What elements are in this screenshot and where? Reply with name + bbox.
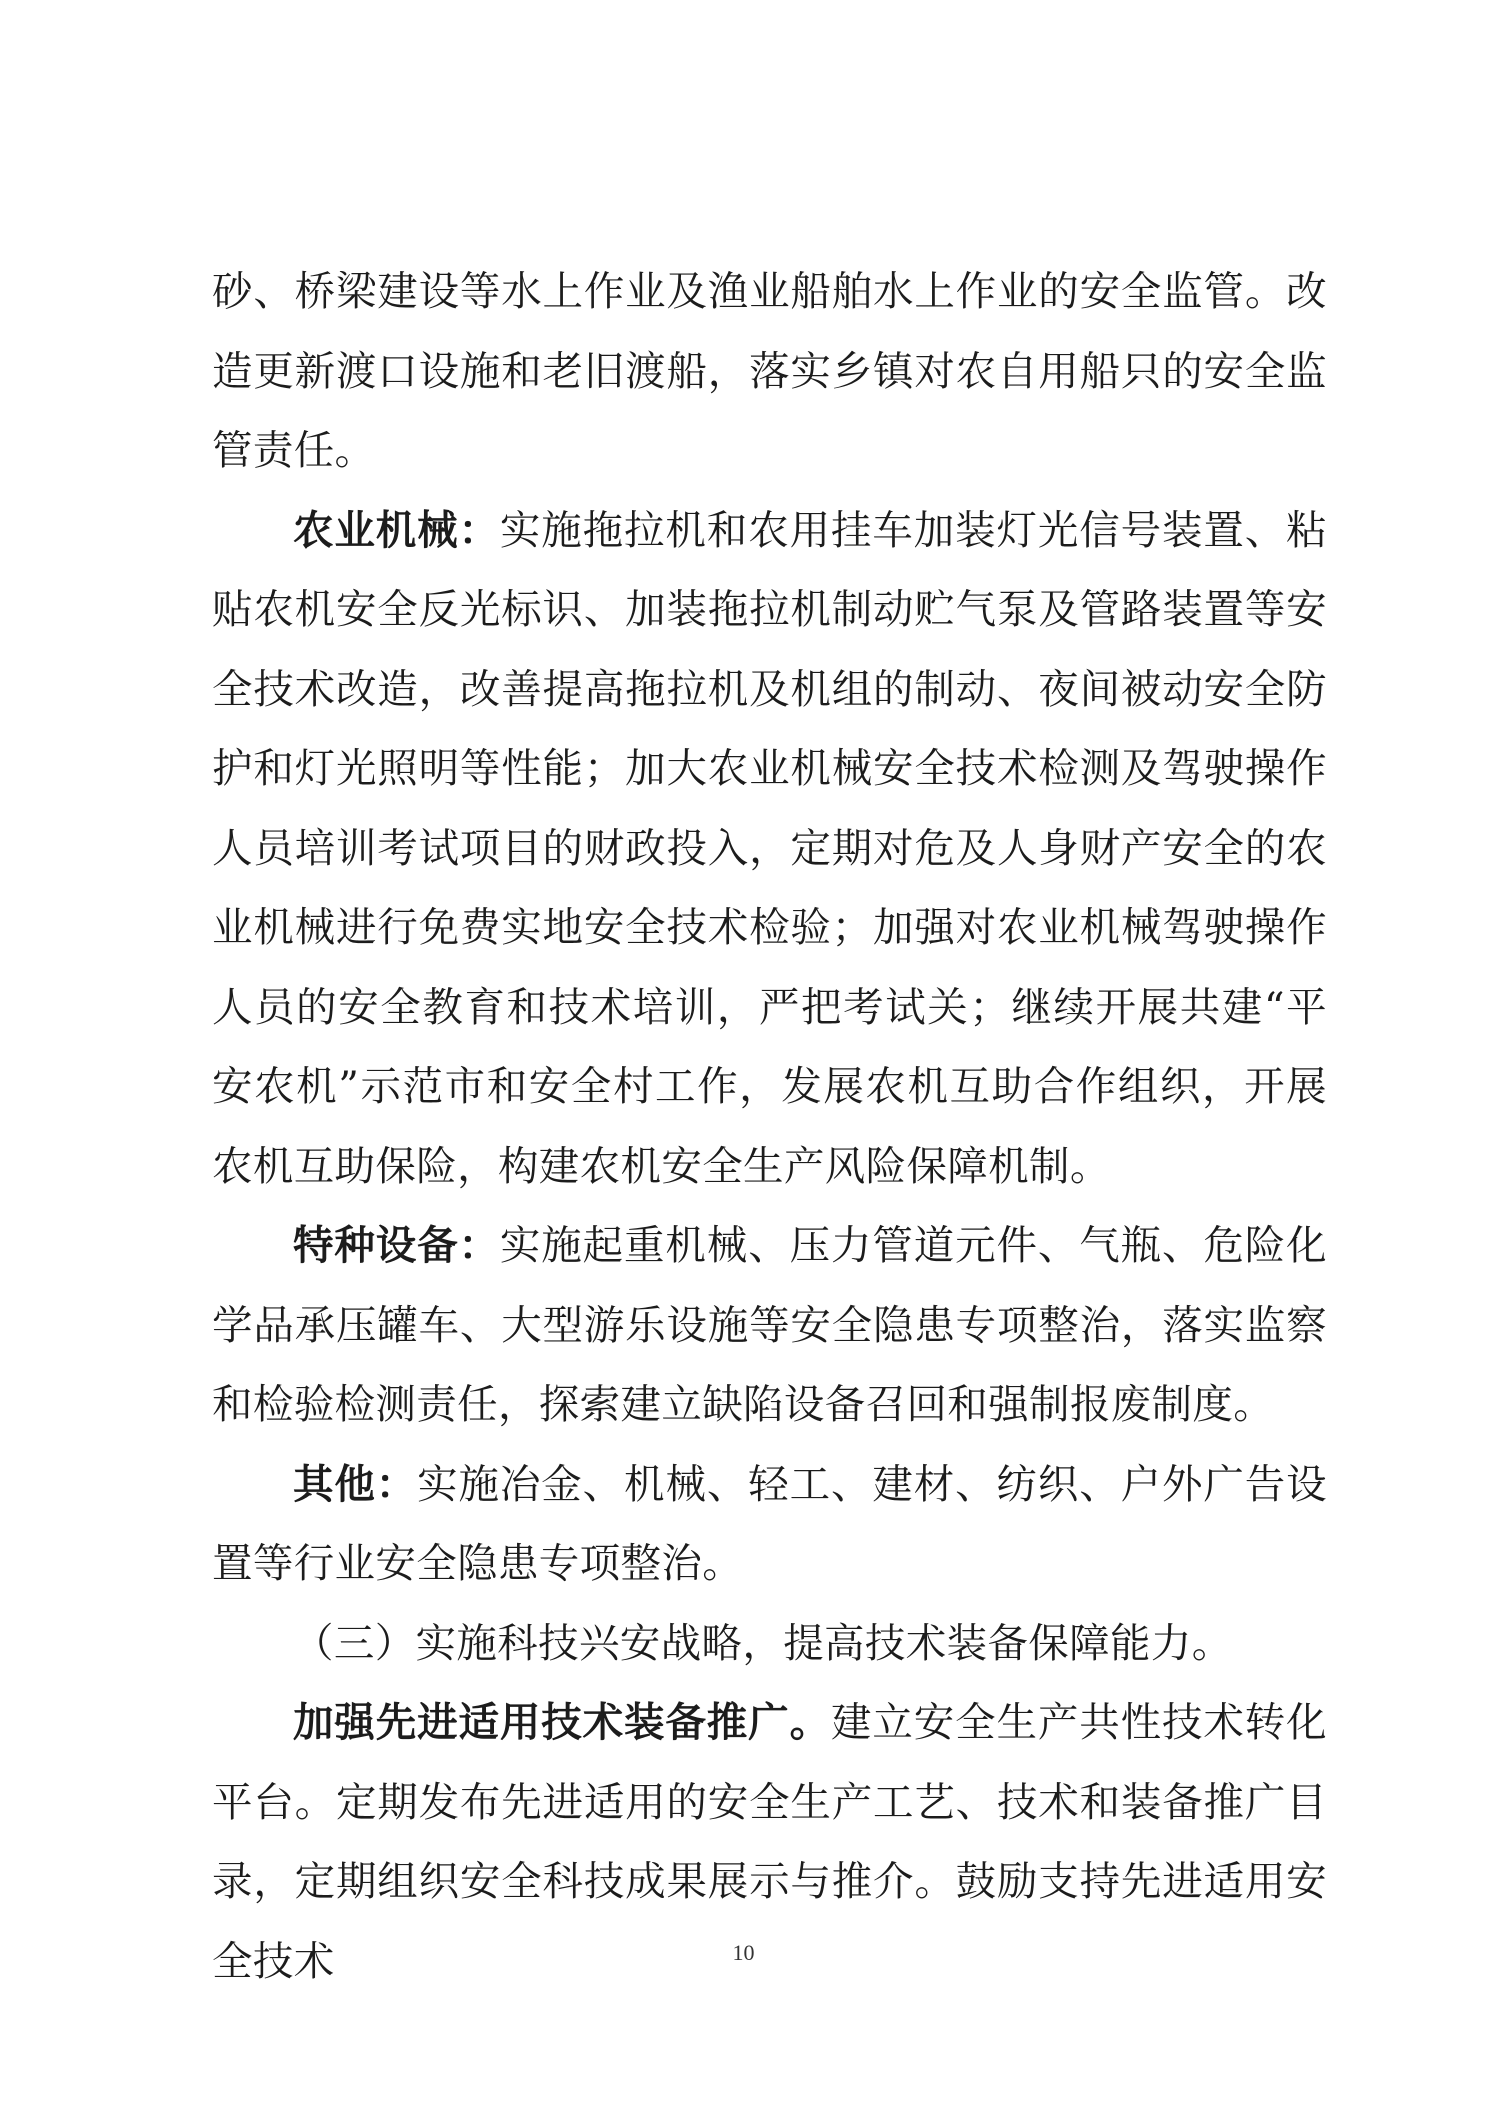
paragraph-text: 砂、桥梁建设等水上作业及渔业船舶水上作业的安全监管。改造更新渡口设施和老旧渡船，落实乡镇对农自用船只的安全监管责任。 [212,267,1327,474]
paragraph-lead: 其他： [293,1459,418,1508]
paragraph-text: 实施起重机械、压力管道元件、气瓶、危险化学品承压罐车、大型游乐设施等安全隐患专项整治，落实监察和检验检测责任，探索建立缺陷设备召回和强制报废制度。 [212,1221,1327,1428]
section-heading [212,1604,1327,1684]
paragraph-agricultural-machinery [212,491,1327,1207]
paragraph-lead: 加强先进适用技术装备推广。 [293,1698,831,1746]
page-number: 10 [732,1940,755,1965]
paragraph-other [212,1445,1327,1604]
paragraph-special-equipment [212,1206,1327,1445]
paragraph-waterway-continuation [212,252,1327,491]
paragraph-text: 建立安全生产共性技术转化平台。定期发布先进适用的安全生产工艺、技术和装备推广目录，定期组织安全科技成果展示与推介。鼓励支持先进适用安全技术 [212,1698,1327,1985]
document-body [212,252,1327,2001]
paragraph-text: 实施拖拉机和农用挂车加装灯光信号装置、粘贴农机安全反光标识、加装拖拉机制动贮气泵及管路装置等安全技术改造，改善提高拖拉机及机组的制动、夜间被动安全防护和灯光照明等性能；加大农业机械安全技术检测及驾驶操作人员培训考试项目的财政投入，定期对危及人身财产安全的农业机械进行免费实地安全技术检验；加强对农业机械驾驶操作人员的安全教育和技术培训，严把考试关；继续开展共建“平安农机”示范市和安全村工作，发展农机互助合作组织，开展农机互助保险，构建农机安全生产风险保障机制。 [212,505,1327,1190]
paragraph-lead: 农业机械： [293,505,500,554]
paragraph-text: 实施冶金、机械、轻工、建材、纺织、户外广告设置等行业安全隐患专项整治。 [212,1459,1327,1587]
paragraph-lead: 特种设备： [293,1221,500,1269]
section-heading-text: （三）实施科技兴安战略，提高技术装备保障能力。 [293,1618,1233,1667]
